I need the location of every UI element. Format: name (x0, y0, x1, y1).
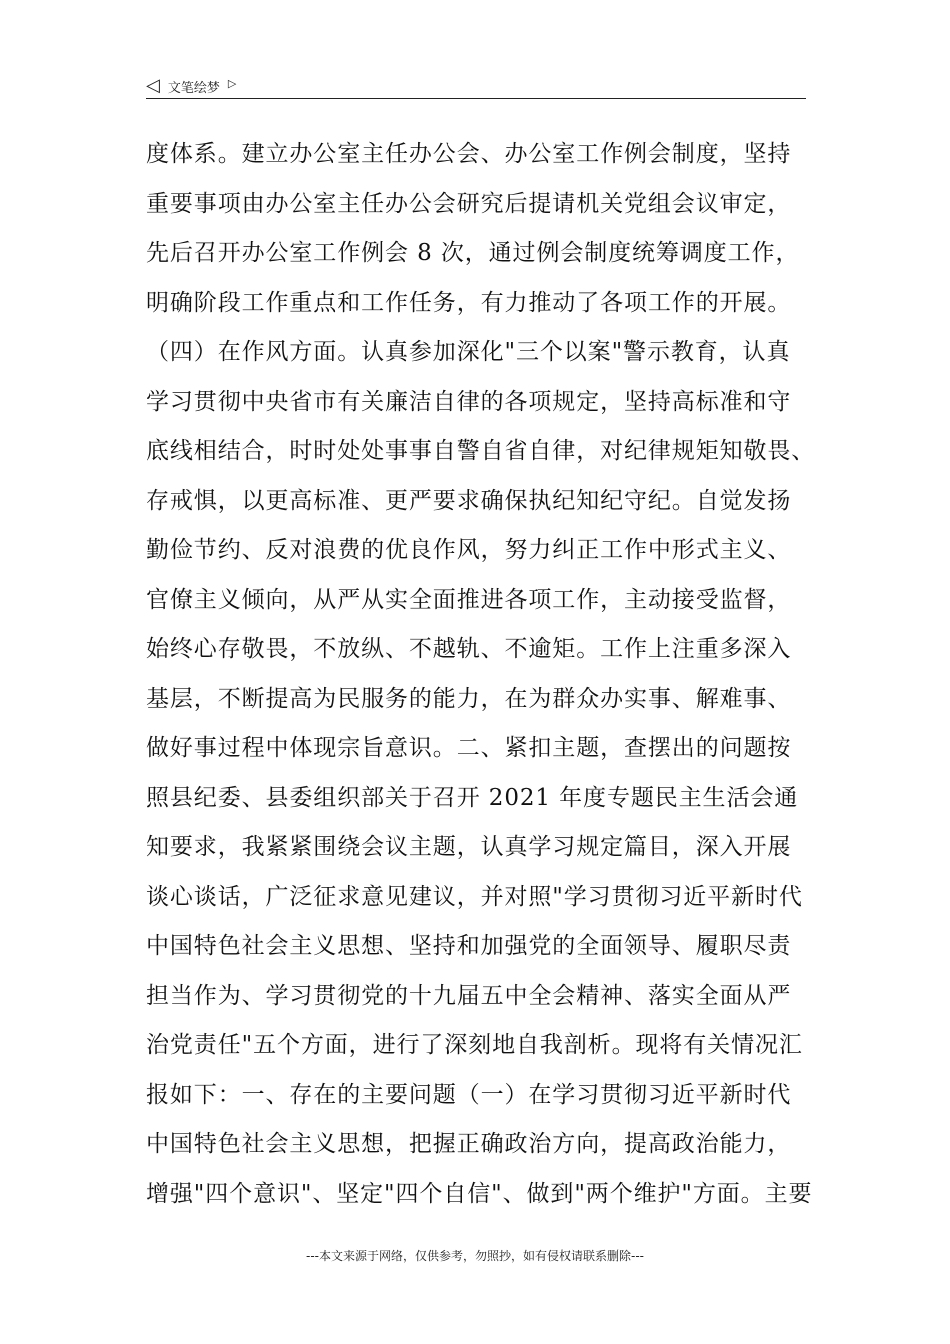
body-line: 照县纪委、县委组织部关于召开 2021 年度专题民主生活会通 (146, 784, 799, 811)
body-line: 增强"四个意识"、坚定"四个自信"、做到"两个维护"方面。主要 (146, 1180, 813, 1207)
body-line: 度体系。建立办公室主任办公会、办公室工作例会制度，坚持 (146, 141, 792, 167)
body-line: 学习贯彻中央省市有关廉洁自律的各项规定，坚持高标准和守 (146, 388, 792, 415)
body-line: 明确阶段工作重点和工作任务，有力推动了各项工作的开展。 (146, 289, 792, 316)
body-line: 中国特色社会主义思想，把握正确政治方向，提高政治能力， (146, 1131, 792, 1157)
triangle-right-icon: ▷ (227, 76, 237, 90)
document-body (146, 130, 816, 1219)
body-line: 知要求，我紧紧围绕会议主题，认真学习规定篇目，深入开展 (146, 834, 792, 860)
footer-disclaimer: ---本文来源于网络，仅供参考，勿照抄，如有侵权请联系删除--- (306, 1249, 644, 1263)
body-line: 谈心谈话，广泛征求意见建议，并对照"学习贯彻习近平新时代 (146, 883, 803, 910)
body-line: 官僚主义倾向，从严从实全面推进各项工作，主动接受监督， (146, 586, 792, 613)
body-line: 勤俭节约、反对浪费的优良作风，努力纠正工作中形式主义、 (146, 537, 792, 563)
header-title: 文笔绘梦 (167, 80, 220, 96)
body-line: 底线相结合，时时处处事事自警自省自律，对纪律规矩知敬畏、 (146, 438, 816, 464)
body-line: 担当作为、学习贯彻党的十九届五中全会精神、落实全面从严 (146, 982, 792, 1009)
triangle-left-icon: ◁ (146, 75, 160, 96)
body-line: 存戒惧，以更高标准、更严要求确保执纪知纪守纪。自觉发扬 (146, 487, 792, 514)
body-line: 中国特色社会主义思想、坚持和加强党的全面领导、履职尽责 (146, 933, 792, 959)
body-line: 先后召开办公室工作例会 8 次，通过例会制度统筹调度工作， (146, 240, 800, 266)
body-line: 治党责任"五个方面，进行了深刻地自我剖析。现将有关情况汇 (146, 1032, 803, 1058)
page-header (146, 74, 806, 98)
body-line: 报如下：一、存在的主要问题（一）在学习贯彻习近平新时代 (146, 1081, 792, 1108)
body-line: 基层，不断提高为民服务的能力，在为群众办实事、解难事、 (146, 685, 792, 712)
body-line: 重要事项由办公室主任办公会研究后提请机关党组会议审定， (146, 190, 792, 217)
body-line: 始终心存敬畏，不放纵、不越轨、不逾矩。工作上注重多深入 (146, 636, 792, 662)
body-line: 做好事过程中体现宗旨意识。二、紧扣主题，查摆出的问题按 (146, 735, 792, 761)
header-divider (146, 98, 806, 99)
body-line: （四）在作风方面。认真参加深化"三个以案"警示教育，认真 (146, 339, 791, 365)
